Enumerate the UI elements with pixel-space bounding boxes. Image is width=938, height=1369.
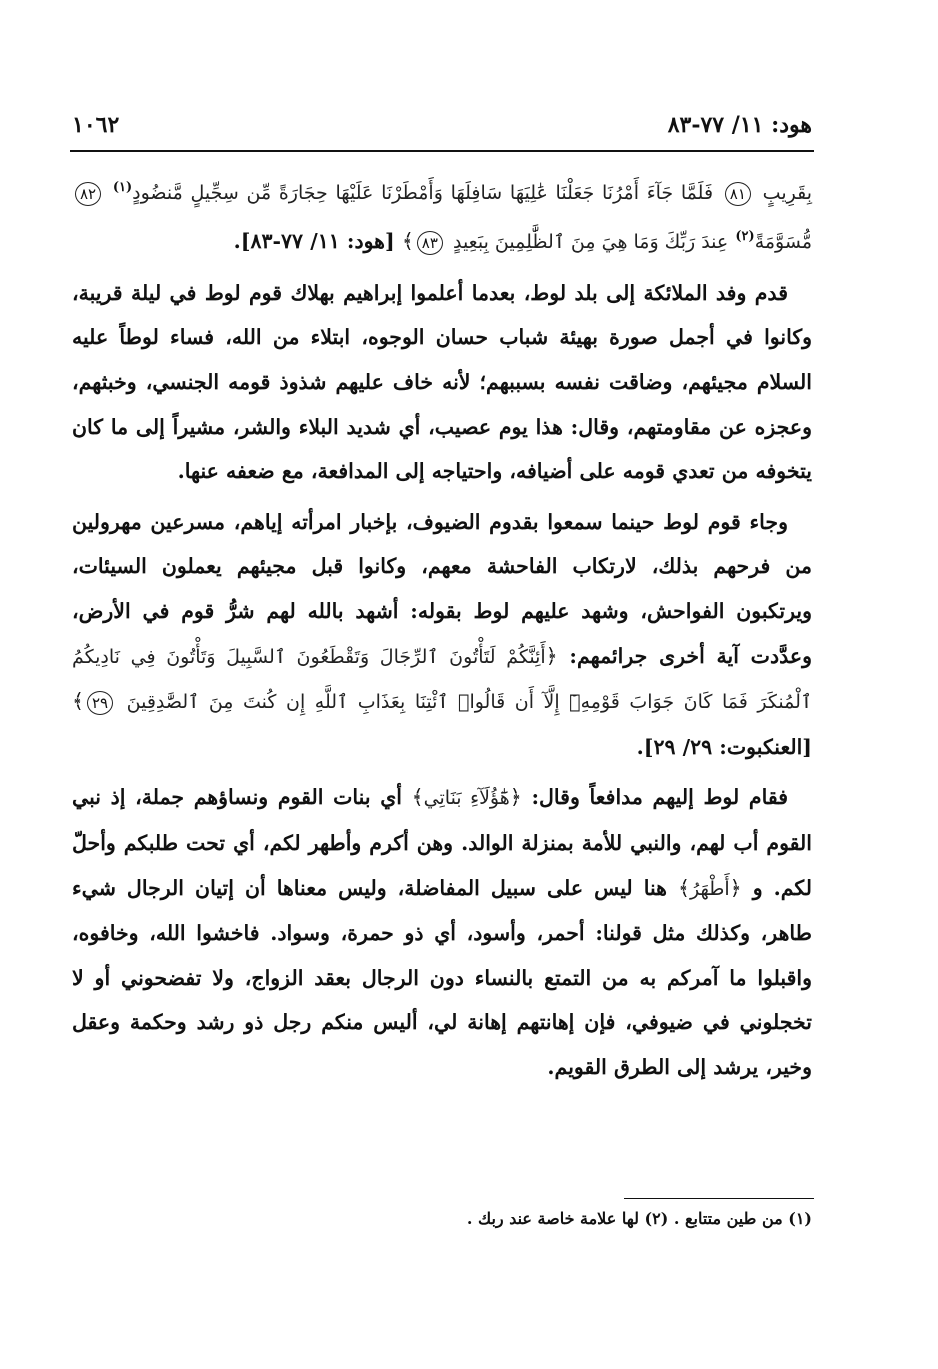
verse-81-tail: بِقَرِيبٍ	[762, 181, 812, 204]
footnote-ref-1: (١)	[112, 180, 133, 195]
footnotes: (١) من طين متتابع . (٢) لها علامة خاصة عند ربك .	[466, 1209, 812, 1228]
ayah-number-29: ٢٩	[87, 691, 113, 715]
verse-83-text: مُّسَوَّمَةً	[754, 231, 812, 254]
paragraph-3-c: هنا ليس على سبيل المفاضلة، وليس معناها أن إتيان الرجال شيء طاهر، وكذلك مثل قولنا: أحمر، وأسود، أي ذو حمرة، وسواد. فاخشوا الله، وخافوه، واقبلوا ما آمركم به من التمتع بالنساء دون الرجال بعقد الزواج، ولا تفضحوني أو لا تخجلوني في ضيوفي، فإن إهانتهم إهانة لي، أليس منكم رجل ذو رشد وحكمة وعقل وخير، يرشد إلى الطرق القويم.	[72, 875, 812, 1079]
paragraph-3	[72, 775, 812, 1089]
verse-citation: [هود: ١١/ ٧٧-٨٣].	[233, 229, 395, 254]
sura-reference: هود: ١١/ ٧٧-٨٣	[667, 112, 812, 138]
paragraph-2	[72, 500, 812, 770]
page-body	[72, 166, 812, 1096]
open-brace: ﴿	[509, 785, 522, 810]
page-number: ١٠٦٢	[72, 112, 120, 138]
page-header	[72, 108, 812, 148]
quote-hawulai-banati: هَٰٓؤُلَآءِ بَنَاتِي	[423, 787, 510, 810]
ayah-number-83: ٨٣	[417, 231, 443, 255]
close-brace: ﴾	[401, 229, 414, 254]
header-rule	[70, 150, 814, 152]
quran-verse-block	[72, 166, 812, 265]
ayah-number-82: ٨٢	[75, 182, 101, 206]
close-brace: ﴾	[677, 875, 690, 900]
verse-82-text: فَلَمَّا جَآءَ أَمْرُنَا جَعَلْنَا عَٰلِيَهَا سَافِلَهَا وَأَمْطَرْنَا عَلَيْهَا حِجَارَةً مِّن سِجِّيلٍ مَّنضُودٍ	[132, 181, 714, 204]
paragraph-3-a: فقام لوط إليهم مدافعاً وقال:	[531, 785, 789, 810]
quote-athar: أَطْهَرُ	[690, 877, 730, 900]
ayah-number-81: ٨١	[725, 182, 751, 206]
ankabut-citation: [العنكبوت: ٢٩/ ٢٩].	[636, 734, 812, 759]
open-brace: ﴿	[545, 643, 558, 668]
footnote-ref-2: (٢)	[735, 229, 755, 245]
paragraph-1: قدم وفد الملائكة إلى بلد لوط، بعدما أعلموا إبراهيم بهلاك قوم لوط في ليلة قريبة، وكانوا في أجمل صورة بهيئة شباب حسان الوجوه، ابتلاء من الله، فساء لوطاً عليه السلام مجيئهم، وضاقت نفسه بسببهم؛ لأنه خاف عليهم شذوذ قومه الجنسي، وخبثهم، وعجزه عن مقاومتهم، وقال: هذا يوم عصيب، أي شديد البلاء والشر، مشيراً إلى ما كان يتخوفه من تعدي قومه على أضيافه، واحتياجه إلى المدافعة، مع ضعفه عنها.	[72, 280, 812, 484]
close-brace: ﴾	[411, 785, 424, 810]
verse-83-text-2: عِندَ رَبِّكَ وَمَا هِيَ مِنَ ٱلظَّٰلِمِينَ بِبَعِيدٍ	[452, 231, 729, 254]
open-brace: ﴿	[729, 875, 742, 900]
paragraph-3-b: أي بنات القوم ونساؤهم جملة، إذ نبي القوم أب لهم، والنبي للأمة بمنزلة الوالد. وهن أكرم وأطهر لكم، أي تحت طلبكم وأحلّ لكم. و	[72, 785, 812, 900]
ankabut-verse: أَئِنَّكُمْ لَتَأْتُونَ ٱلرِّجَالَ وَتَقْطَعُونَ ٱلسَّبِيلَ وَتَأْتُونَ فِي نَادِيكُمُ ٱلْمُنكَرَ فَمَا كَانَ جَوَابَ قَوْمِهِۦٓ إِلَّآ أَن قَالُوا۟ ٱئْتِنَا بِعَذَابِ ٱللَّهِ إِن كُنتَ مِنَ ٱلصَّٰدِقِينَ	[72, 645, 812, 714]
paragraph-2-intro: وجاء قوم لوط حينما سمعوا بقدوم الضيوف، بإخبار امرأته إياهم، مسرعين مهرولين من فرحهم بذلك، لارتكاب الفاحشة معهم، وكانوا قبل مجيئهم يعملون السيئات، ويرتكبون الفواحش، وشهد عليهم لوط بقوله: أشهد بالله لهم شرُّ قوم في الأرض، وعدَّدت آية أخرى جرائمهم:	[72, 509, 813, 668]
footnote-rule	[624, 1198, 814, 1199]
close-brace: ﴾	[72, 689, 85, 714]
